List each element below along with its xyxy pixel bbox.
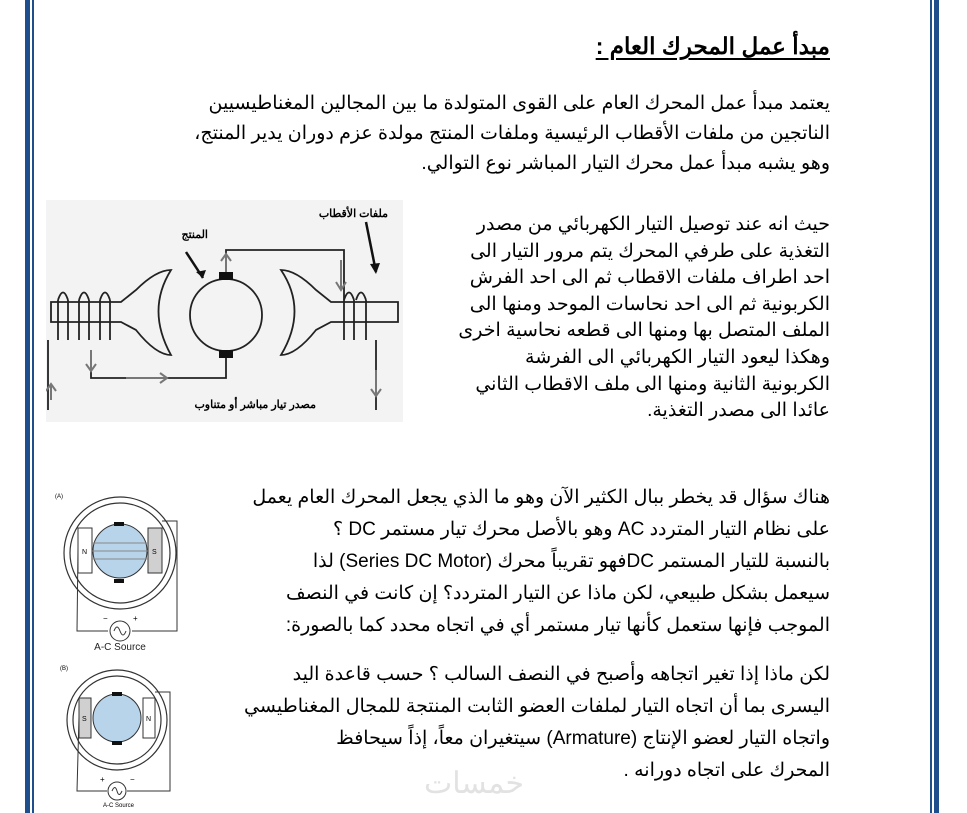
text-line: يعتمد مبدأ عمل المحرك العام على القوى المتولدة ما بين المجالين المغناطيسيين: [208, 93, 830, 114]
text-line: حيث انه عند توصيل التيار الكهربائي من مصدر: [476, 214, 830, 235]
plus-terminal: +: [133, 614, 138, 623]
label-armature: المنتج: [181, 229, 208, 241]
text-line: وهو يشبه مبدأ عمل محرك التيار المباشر نوع التوالي.: [421, 153, 830, 174]
paragraph-current-path: [458, 212, 830, 425]
page-border-right-thin: [930, 0, 932, 813]
plus-terminal: +: [100, 775, 105, 784]
page-border-left-thin: [32, 0, 34, 813]
text-line: اليسرى بما أن اتجاه التيار لملفات العضو الثابت المنتجة للمجال المغناطيسي: [244, 696, 830, 717]
text-line: الموجب فإنها ستعمل كأنها تيار مستمر أي في اتجاه محدد كما بالصورة:: [285, 615, 830, 636]
text-line: بالنسبة للتيار المستمر DCفهو تقريباً محرك (Series DC Motor) لذا: [312, 551, 830, 572]
text-line: على نظام التيار المتردد AC وهو بالأصل محرك تيار مستمر DC ؟: [333, 519, 830, 540]
source-label: A-C Source: [103, 803, 135, 809]
text-line: واتجاه التيار لعضو الإنتاج (Armature) سيتغيران معاً، إذاً سيحافظ: [336, 728, 830, 749]
text-line: احد اطراف ملفات الاقطاب ثم الى احد الفرش: [469, 267, 830, 289]
universal-motor-diagram: [46, 200, 403, 422]
paragraph-ac-question: [252, 482, 830, 642]
diagram-tag: (B): [60, 666, 68, 672]
page-border-right-thick: [934, 0, 939, 813]
text-line: الملف المتصل بها ومنها الى قطعه نحاسية اخرى: [458, 320, 830, 342]
page-heading: مبدأ عمل المحرك العام :: [595, 33, 830, 59]
paragraph-negative-half: [244, 659, 830, 787]
text-line: وهكذا ليعود التيار الكهربائي الى الفرشة: [525, 346, 830, 368]
minus-terminal: −: [103, 614, 108, 623]
diagram-tag: (A): [55, 494, 63, 500]
text-line: التغذية على طرفي المحرك يتم مرور التيار الى: [470, 240, 830, 262]
pole-label-right: N: [146, 716, 152, 723]
text-line: الكربونية ثم الى احد نحاسات الموحد ومنها الى: [469, 293, 830, 315]
ac-motor-diagram-a: [50, 488, 200, 652]
text-line: الكربونية الثانية ومنها الى ملف الاقطاب الثاني: [475, 373, 830, 395]
text-line: هناك سؤال قد يخطر ببال الكثير الآن وهو ما الذي يجعل المحرك العام يعمل: [252, 487, 830, 508]
text-line: عائدا الى مصدر التغذية.: [647, 400, 830, 422]
text-line: المحرك على اتجاه دورانه .: [623, 760, 830, 781]
label-power-source: مصدر تيار مباشر أو متناوب: [194, 399, 316, 411]
pole-label-right: S: [152, 549, 157, 556]
label-pole-windings: ملفات الأقطاب: [318, 208, 388, 220]
minus-terminal: −: [130, 775, 135, 784]
page-border-left-thick: [25, 0, 30, 813]
text-line: لكن ماذا إذا تغير اتجاهه وأصبح في النصف السالب ؟ حسب قاعدة اليد: [292, 664, 830, 685]
paragraph-intro: [194, 89, 830, 179]
text-line: الناتجين من ملفات الأقطاب الرئيسية وملفات المنتج مولدة عزم دوران يدير المنتج،: [194, 123, 830, 144]
ac-motor-diagram-b: [55, 662, 185, 812]
pole-label-left: S: [82, 716, 87, 723]
pole-label-left: N: [82, 549, 88, 556]
watermark-logo: خمسات: [424, 767, 525, 800]
source-label: A-C Source: [94, 642, 146, 652]
text-line: سيعمل بشكل طبيعي، لكن ماذا عن التيار المتردد؟ إن كانت في النصف: [285, 583, 830, 604]
